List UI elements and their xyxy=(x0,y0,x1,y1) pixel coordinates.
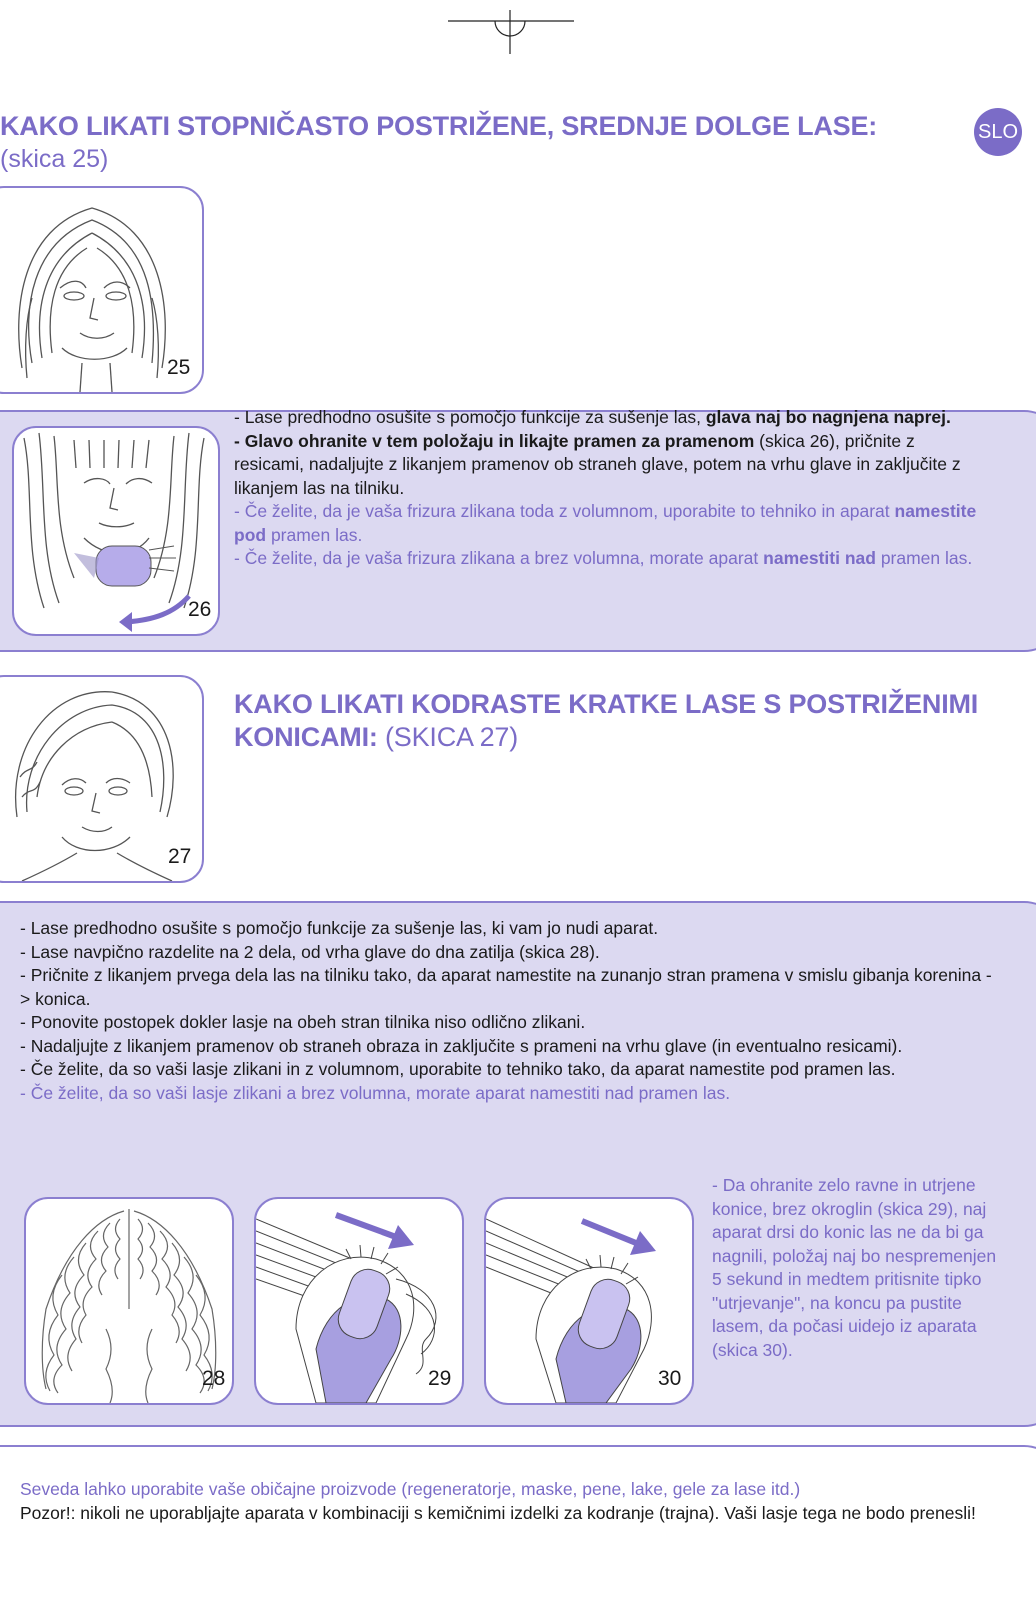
figure-number: 25 xyxy=(167,356,191,379)
figure-number: 28 xyxy=(202,1367,226,1390)
instruction-line: - Če želite, da je vaša frizura zlikana a brez volumna, morate aparat namestiti nad pramen las. xyxy=(234,548,973,568)
figure-26 xyxy=(12,426,220,636)
figure-number: 30 xyxy=(658,1367,682,1390)
figure-30 xyxy=(484,1197,694,1405)
instruction-line: - Nadaljujte z likanjem pramenov ob straneh obraza in zaključite s prameni na vrhu glave (in eventualno resicami). xyxy=(20,1035,903,1056)
footer-warning: Pozor!: nikoli ne uporabljajte aparata v kombinaciji s kemičnimi izdelki za kodranje (trajna). Vaši lasje tega ne bodo prenesli! xyxy=(20,1502,976,1523)
figure-number: 27 xyxy=(168,845,192,868)
instruction-line: - Lase predhodno osušite s pomočjo funkcije za sušenje las, glava naj bo nagnjena naprej. xyxy=(234,407,951,427)
panel1-text xyxy=(234,406,986,571)
instruction-line: - Če želite, da so vaši lasje zlikani in z volumnom, uporabite to tehniko tako, da aparat namestite pod pramen las. xyxy=(20,1059,896,1079)
figure-29 xyxy=(254,1197,464,1405)
figure-25 xyxy=(0,186,204,394)
figure-27 xyxy=(0,675,204,883)
instruction-line: - Lase navpično razdelite na 2 dela, od vrha glave do dna zatilja (skica 28). xyxy=(20,941,600,962)
section1-title: KAKO LIKATI STOPNIČASTO POSTRIŽENE, SREDNJE DOLGE LASE: xyxy=(0,111,878,141)
instruction-line: - Če želite, da je vaša frizura zlikana toda z volumnom, uporabite to tehniko in aparat namestite pod pramen las. xyxy=(234,501,977,545)
footer-tip: Seveda lahko uporabite vaše običajne proizvode (regeneratorje, maske, pene, lake, gele za lase itd.) xyxy=(20,1479,801,1499)
panel2-text xyxy=(20,917,1000,1105)
language-badge xyxy=(974,108,1022,156)
language-code: SLO xyxy=(977,120,1019,143)
figure-number: 29 xyxy=(428,1367,452,1390)
figure-number: 26 xyxy=(188,598,212,621)
crop-mark-icon xyxy=(446,6,576,56)
instruction-line: - Pričnite z likanjem prvega dela las na tilniku tako, da aparat namestite na zunanjo stran pramena v smislu gibanja korenina -> konica. xyxy=(20,965,992,1009)
section2-title: KAKO LIKATI KODRASTE KRATKE LASE S POSTRIŽENIMI KONICAMI: (SKICA 27) xyxy=(234,689,979,752)
figure-28 xyxy=(24,1197,234,1405)
instruction-line: - Ponovite postopek dokler lasje na obeh stran tilnika niso odlično zlikani. xyxy=(20,1012,586,1032)
instruction-line: - Glavo ohranite v tem položaju in likajte pramen za pramenom (skica 26), pričnite z resicami, nadaljujte z likanjem pramenov ob straneh glave, potem na vrhu glave in zaključite z likanjem las na tilniku. xyxy=(234,430,961,498)
footer-text xyxy=(20,1478,1000,1525)
panel2-side-note: - Da ohranite zelo ravne in utrjene konice, brez okroglin (skica 29), naj aparat drsi do konic las ne da bi ga nagnili, položaj naj bo nespremenjen 5 sekund in medtem pritisnite tipko "utrjevanje", na koncu pa pustite lasem, da počasi uidejo iz aparata (skica 30). xyxy=(712,1175,997,1360)
instruction-line: - Lase predhodno osušite s pomočjo funkcije za sušenje las, ki vam jo nudi aparat. xyxy=(20,918,659,938)
section1-subtitle: (skica 25) xyxy=(0,145,109,173)
instruction-line-purple: - Če želite, da so vaši lasje zlikani a brez volumna, morate aparat namestiti nad pramen las. xyxy=(20,1082,731,1103)
